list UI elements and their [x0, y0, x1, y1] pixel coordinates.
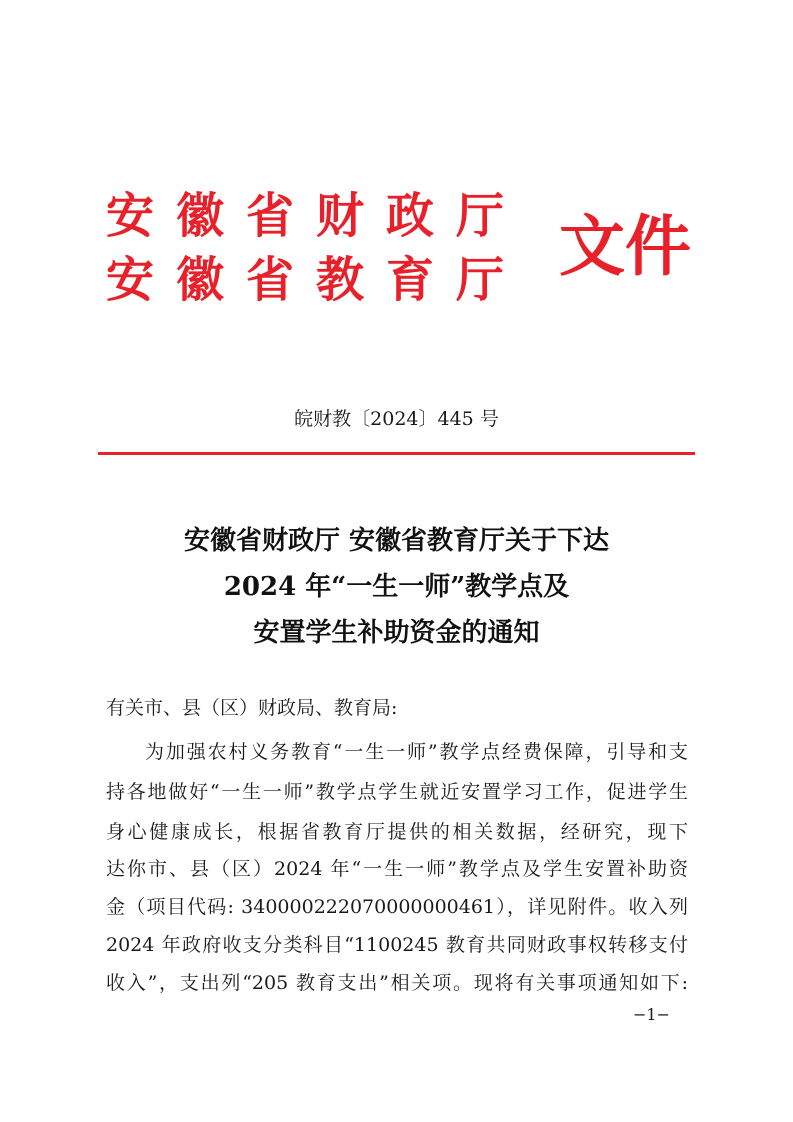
issuer-line-finance: 安徽省财政厅	[106, 188, 527, 244]
document-title-line-2: 2024 年“一生一师”教学点及	[223, 572, 570, 602]
page-number: −1−	[633, 1005, 670, 1024]
red-divider	[98, 452, 695, 455]
body-text-line: 2024 年政府收支分类科目“1100245 教育共同财政事权转移支付	[106, 934, 688, 956]
body-text-line: 达你市、县（区）2024 年“一生一师”教学点及学生安置补助资	[106, 858, 688, 880]
document-suffix: 文件	[559, 207, 691, 285]
issuer-line-education: 安徽省教育厅	[106, 252, 527, 308]
body-text-line: 收入”，支出列“205 教育支出”相关项。现将有关事项通知如下:	[106, 972, 688, 994]
body-text-line: 持各地做好“一生一师”教学点学生就近安置学习工作，促进学生	[106, 781, 688, 803]
body-text-line: 为加强农村义务教育“一生一师”教学点经费保障，引导和支	[145, 741, 688, 763]
salutation: 有关市、县（区）财政局、教育局:	[106, 697, 398, 719]
body-text-line: 金（项目代码: 340000222070000000461），详见附件。收入列	[106, 896, 688, 918]
document-number: 皖财教〔2024〕445 号	[294, 408, 499, 430]
document-title-line-1: 安徽省财政厅 安徽省教育厅关于下达	[183, 526, 610, 556]
body-text-line: 身心健康成长，根据省教育厅提供的相关数据，经研究，现下	[106, 821, 688, 843]
document-title-line-3: 安置学生补助资金的通知	[253, 618, 540, 648]
